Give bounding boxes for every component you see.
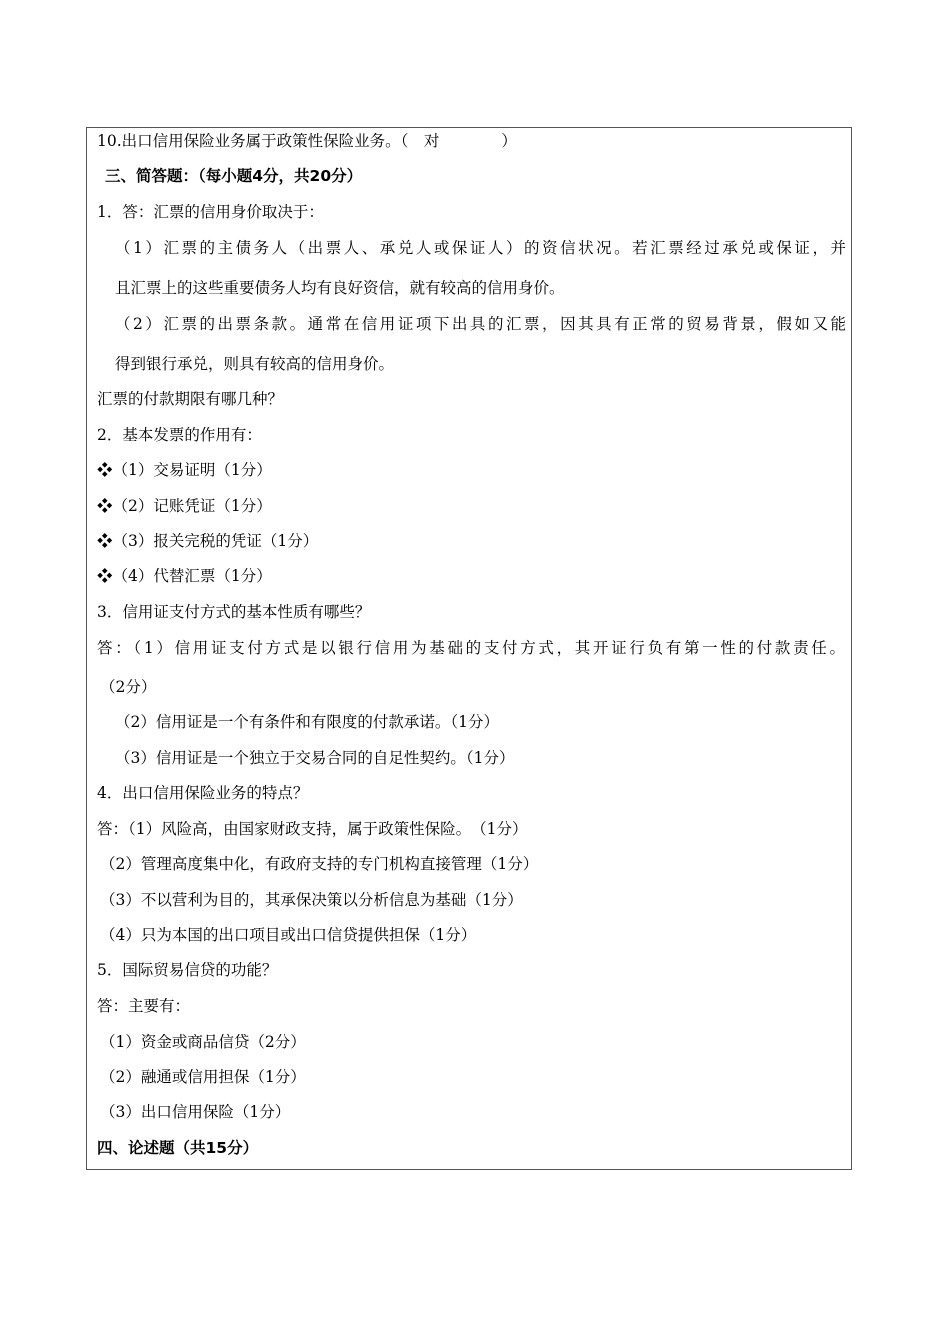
diamond-bullet-icon: ❖ <box>97 567 113 585</box>
section-4-title: 四、论述题（共15分） <box>97 1139 259 1157</box>
answer-3-item-2: （2）信用证是一个有条件和有限度的付款承诺。（1分） <box>115 713 499 731</box>
diamond-bullet-icon: ❖ <box>97 532 113 550</box>
bullet-item <box>97 460 272 480</box>
answer-2-heading: 2．基本发票的作用有： <box>97 426 262 444</box>
answer-3-line2: （2分） <box>100 678 157 696</box>
bullet-item <box>97 566 272 586</box>
bullet-text: （3）报关完税的凭证（1分） <box>112 532 319 550</box>
answer-4-item-3: （3）不以营利为目的，其承保决策以分析信息为基础（1分） <box>100 891 523 909</box>
answer-3-line1: 答：（1）信用证支付方式是以银行信用为基础的支付方式，其开证行负有第一性的付款责任。 <box>97 639 845 657</box>
question-5-heading: 5．国际贸易信贷的功能？ <box>97 961 278 979</box>
bullet-item <box>97 531 318 551</box>
bullet-item <box>97 496 272 516</box>
answer-3-item-3: （3）信用证是一个独立于交易合同的自足性契约。（1分） <box>115 749 515 767</box>
q10-line: 10.出口信用保险业务属于政策性保险业务。（ 对 ） <box>97 132 517 150</box>
answer-1-p1-line1: （1）汇票的主债务人（出票人、承兑人或保证人）的资信状况。若汇票经过承兑或保证，并 <box>115 239 846 257</box>
bullet-text: （4）代替汇票（1分） <box>112 567 272 585</box>
answer-5-item-1: （1）资金或商品信贷（2分） <box>100 1033 306 1051</box>
question-3-heading: 3．信用证支付方式的基本性质有哪些？ <box>97 603 371 621</box>
diamond-bullet-icon: ❖ <box>97 461 113 479</box>
answer-5-item-2: （2）融通或信用担保（1分） <box>100 1068 306 1086</box>
bullet-text: （1）交易证明（1分） <box>112 461 272 479</box>
answer-4-item-1: 答：（1）风险高，由国家财政支持，属于政策性保险。 （1分） <box>97 820 528 838</box>
bullet-text: （2）记账凭证（1分） <box>112 497 272 515</box>
answer-5-intro: 答：主要有： <box>97 997 191 1015</box>
answer-1-heading: 1．答：汇票的信用身价取决于： <box>97 203 324 221</box>
answer-1-p2-line1: （2）汇票的出票条款。通常在信用证项下出具的汇票，因其具有正常的贸易背景，假如又能 <box>115 315 846 333</box>
payment-term-question: 汇票的付款期限有哪几种？ <box>97 390 284 408</box>
answer-5-item-3: （3）出口信用保险（1分） <box>100 1103 291 1121</box>
answer-1-p1-line2: 且汇票上的这些重要债务人均有良好资信，就有较高的信用身价。 <box>115 279 565 297</box>
diamond-bullet-icon: ❖ <box>97 497 113 515</box>
answer-4-item-2: （2）管理高度集中化，有政府支持的专门机构直接管理（1分） <box>100 855 539 873</box>
answer-4-item-4: （4）只为本国的出口项目或出口信贷提供担保（1分） <box>100 926 477 944</box>
section-3-title: 三、简答题：（每小题4分，共20分） <box>105 167 363 185</box>
question-4-heading: 4．出口信用保险业务的特点？ <box>97 784 309 802</box>
answer-1-p2-line2: 得到银行承兑，则具有较高的信用身价。 <box>115 355 395 373</box>
